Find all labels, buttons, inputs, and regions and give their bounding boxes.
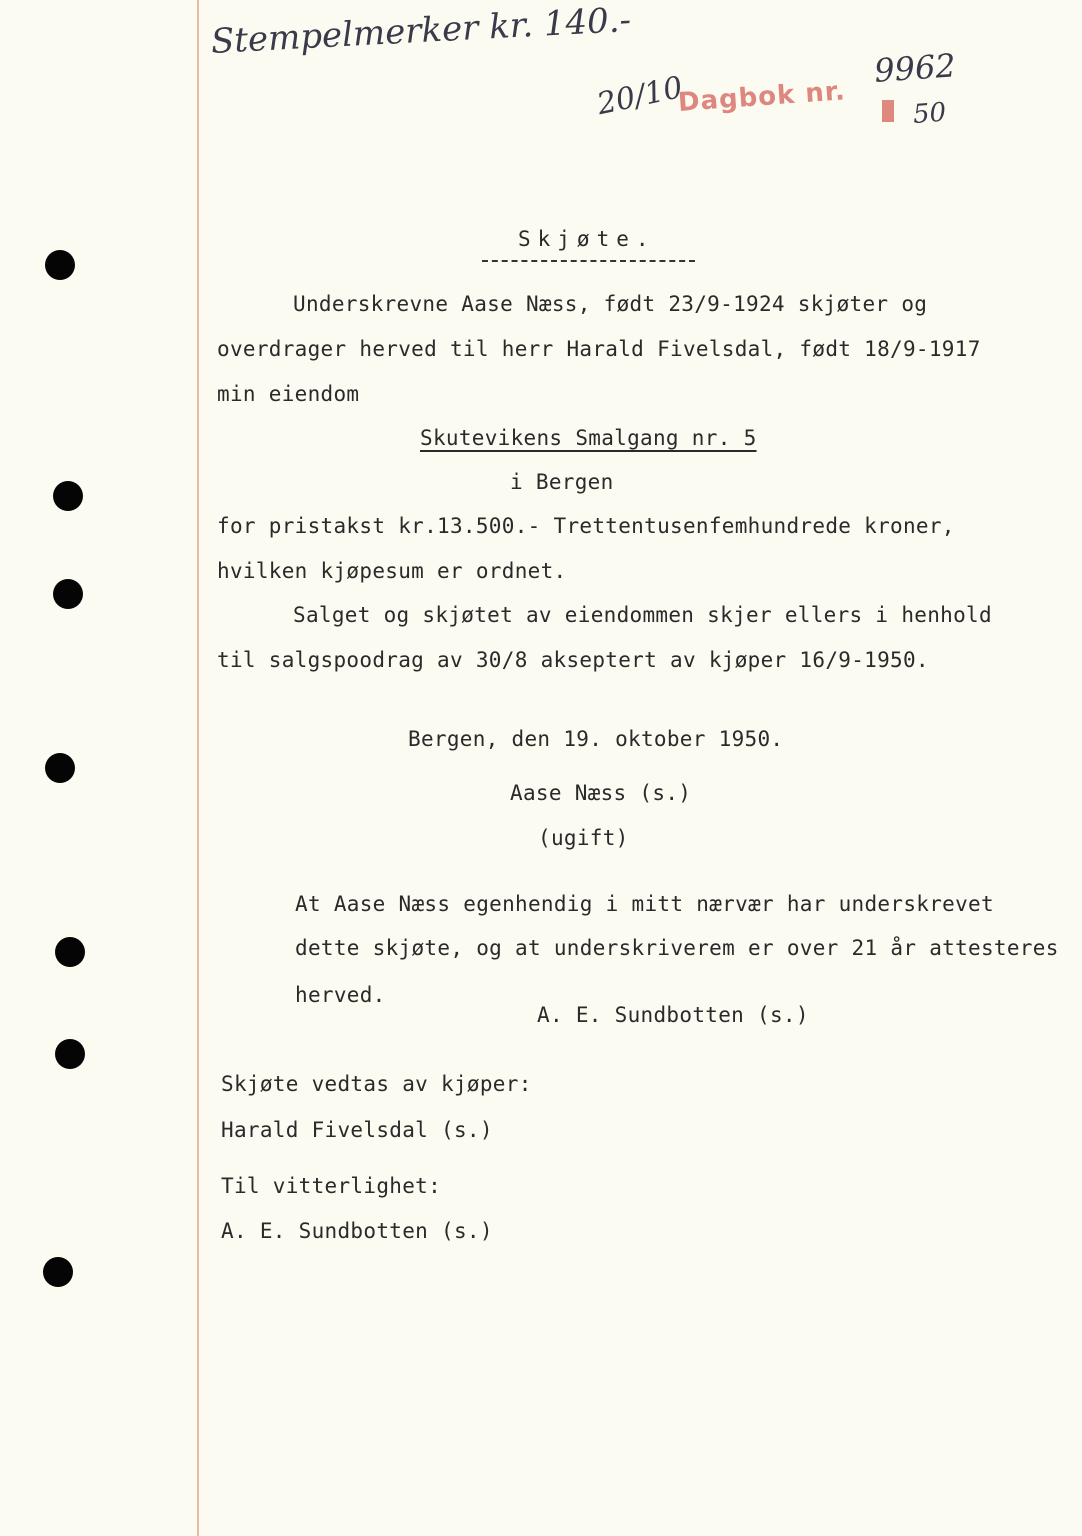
property-city: i Bergen bbox=[510, 470, 614, 494]
stamp-fee-note: Stempelmerker kr. 140.- bbox=[210, 0, 632, 62]
body-line: til salgspoodrag av 30/8 akseptert av kjøper 16/9-1950. bbox=[217, 648, 929, 672]
punch-hole bbox=[45, 250, 75, 280]
registration-year: 50 bbox=[912, 97, 948, 130]
document-title: Skjøte. bbox=[518, 227, 656, 251]
body-line: hvilken kjøpesum er ordnet. bbox=[217, 559, 567, 583]
punch-hole bbox=[53, 481, 83, 511]
punch-hole bbox=[45, 753, 75, 783]
acceptance-line: Skjøte vedtas av kjøper: bbox=[221, 1072, 532, 1096]
attestation-line: At Aase Næss egenhendig i mitt nærvær har underskrevet bbox=[295, 892, 994, 916]
margin-rule bbox=[197, 0, 199, 1536]
body-line: Salget og skjøtet av eiendommen skjer ellers i henhold bbox=[293, 603, 992, 627]
property-name: Skutevikens Smalgang nr. 5 bbox=[420, 426, 757, 450]
registration-stamp-mark bbox=[882, 100, 894, 122]
punch-hole bbox=[43, 1257, 73, 1287]
registration-date: 20/10 bbox=[594, 70, 686, 123]
seller-signature: Aase Næss (s.) bbox=[510, 781, 692, 805]
body-line: min eiendom bbox=[217, 382, 360, 406]
attestation-line: herved. bbox=[295, 983, 386, 1007]
title-underline bbox=[482, 260, 695, 262]
place-date: Bergen, den 19. oktober 1950. bbox=[408, 727, 784, 751]
registration-stamp: Dagbok nr. bbox=[677, 76, 847, 118]
buyer-signature: Harald Fivelsdal (s.) bbox=[221, 1118, 493, 1142]
registration-number: 9962 bbox=[873, 46, 957, 90]
punch-hole bbox=[53, 579, 83, 609]
body-line: Underskrevne Aase Næss, født 23/9-1924 skjøter og bbox=[293, 292, 928, 316]
body-line: overdrager herved til herr Harald Fivelsdal, født 18/9-1917 bbox=[217, 337, 981, 361]
witness-signature: A. E. Sundbotten (s.) bbox=[221, 1219, 493, 1243]
punch-hole bbox=[55, 937, 85, 967]
witness-heading: Til vitterlighet: bbox=[221, 1174, 442, 1198]
attestation-signature: A. E. Sundbotten (s.) bbox=[537, 1003, 809, 1027]
seller-status: (ugift) bbox=[538, 826, 629, 850]
punch-hole bbox=[55, 1039, 85, 1069]
attestation-line: dette skjøte, og at underskriverem er over 21 år attesteres bbox=[295, 936, 1059, 960]
body-line: for pristakst kr.13.500.- Trettentusenfemhundrede kroner, bbox=[217, 514, 955, 538]
